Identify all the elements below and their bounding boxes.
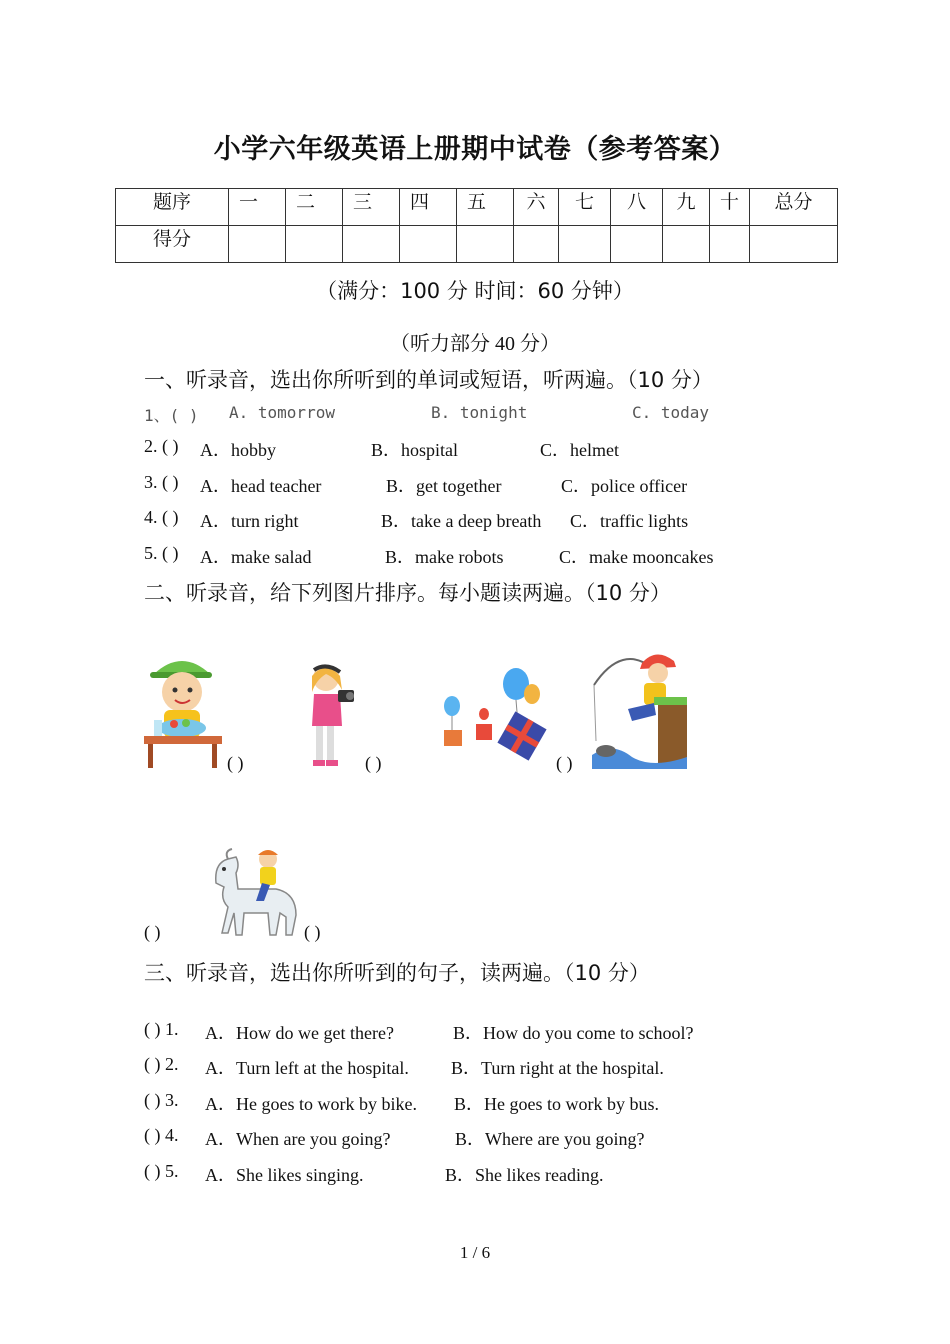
order-blank[interactable]: ( ) [144, 922, 161, 942]
score-input-cell[interactable] [400, 226, 457, 263]
score-table [115, 188, 838, 263]
score-input-cell[interactable] [514, 226, 559, 263]
table-cell: 二 [286, 189, 343, 226]
page-title: 小学六年级英语上册期中试卷（参考答案） [213, 134, 737, 165]
option-b: B．He goes to work by bus. [454, 1094, 659, 1114]
score-input-cell[interactable] [457, 226, 514, 263]
table-cell: 七 [559, 189, 611, 226]
option-c: C. today [632, 403, 710, 422]
order-blank[interactable]: ( ) [227, 753, 244, 773]
table-cell: 三 [343, 189, 400, 226]
table-cell: 五 [457, 189, 514, 226]
order-blank[interactable]: ( ) [556, 753, 573, 773]
page-number: 1 / 6 [459, 1243, 491, 1262]
option-b: B．take a deep breath [381, 511, 542, 531]
option-b: B．She likes reading. [445, 1165, 604, 1185]
section1-heading: 一、听录音，选出你所听到的单词或短语，听两遍。（10 分） [144, 368, 713, 392]
order-blank[interactable]: ( ) [304, 922, 321, 942]
order-blank[interactable]: ( ) [365, 753, 382, 773]
score-input-cell[interactable] [286, 226, 343, 263]
question-number[interactable]: ( ) 4. [144, 1125, 179, 1145]
table-cell: 四 [400, 189, 457, 226]
section3-heading: 三、听录音，选出你所听到的句子，读两遍。（10 分） [144, 961, 650, 985]
table-cell: 六 [514, 189, 559, 226]
question-number[interactable]: 4. ( ) [144, 507, 179, 527]
question-number[interactable]: 2. ( ) [144, 436, 179, 456]
score-table-score-row [116, 226, 838, 263]
option-b: B．get together [386, 476, 502, 496]
table-cell: 题序 [116, 189, 229, 226]
score-input-cell[interactable] [663, 226, 710, 263]
option-c: C．police officer [561, 476, 688, 496]
question-number[interactable]: 5. ( ) [144, 543, 179, 563]
table-cell: 得分 [116, 226, 229, 263]
table-cell: 九 [663, 189, 710, 226]
balloons-and-gift-image [440, 666, 552, 762]
boy-making-salad-image [140, 652, 225, 770]
score-input-cell[interactable] [559, 226, 611, 263]
score-input-cell[interactable] [343, 226, 400, 263]
question-number[interactable]: 3. ( ) [144, 472, 179, 492]
score-input-cell[interactable] [750, 226, 838, 263]
option-b: B．hospital [371, 440, 459, 460]
score-input-cell[interactable] [611, 226, 663, 263]
section2-heading: 二、听录音，给下列图片排序。每小题读两遍。（10 分） [144, 581, 671, 605]
table-cell: 十 [710, 189, 750, 226]
option-a: A．He goes to work by bike. [205, 1094, 417, 1114]
option-b: B．make robots [385, 547, 504, 567]
option-a: A．Turn left at the hospital. [205, 1058, 409, 1078]
table-cell: 总分 [750, 189, 838, 226]
option-c: C．traffic lights [570, 511, 689, 531]
exam-meta: （满分：100 分 时间：60 分钟） [316, 279, 634, 303]
question-number[interactable]: ( ) 5. [144, 1161, 179, 1181]
table-cell: 八 [611, 189, 663, 226]
option-a: A．When are you going? [205, 1129, 391, 1149]
girl-taking-photo-image [300, 660, 362, 768]
option-a: A．make salad [200, 547, 312, 567]
option-a: A．How do we get there? [205, 1023, 394, 1043]
option-b: B．Where are you going? [455, 1129, 645, 1149]
option-b: B．How do you come to school? [453, 1023, 694, 1043]
option-a: A．hobby [200, 440, 276, 460]
question-number[interactable]: ( ) 1. [144, 1019, 179, 1039]
score-input-cell[interactable] [710, 226, 750, 263]
question-number[interactable]: ( ) 3. [144, 1090, 179, 1110]
score-input-cell[interactable] [229, 226, 286, 263]
option-a: A．She likes singing. [205, 1165, 364, 1185]
option-a: A. tomorrow [229, 403, 335, 422]
question-number[interactable]: ( ) 2. [144, 1054, 179, 1074]
option-b: B．Turn right at the hospital. [451, 1058, 664, 1078]
boy-riding-horse-image [206, 843, 301, 939]
boy-fishing-image [592, 645, 687, 769]
question-number[interactable]: 1、( ) [144, 406, 199, 425]
score-table-header-row [116, 189, 838, 226]
option-c: C．make mooncakes [559, 547, 714, 567]
listening-note: （听力部分 40 分） [390, 333, 560, 355]
option-a: A．turn right [200, 511, 299, 531]
option-c: C．helmet [540, 440, 619, 460]
option-a: A．head teacher [200, 476, 322, 496]
table-cell: 一 [229, 189, 286, 226]
option-b: B. tonight [431, 403, 528, 422]
